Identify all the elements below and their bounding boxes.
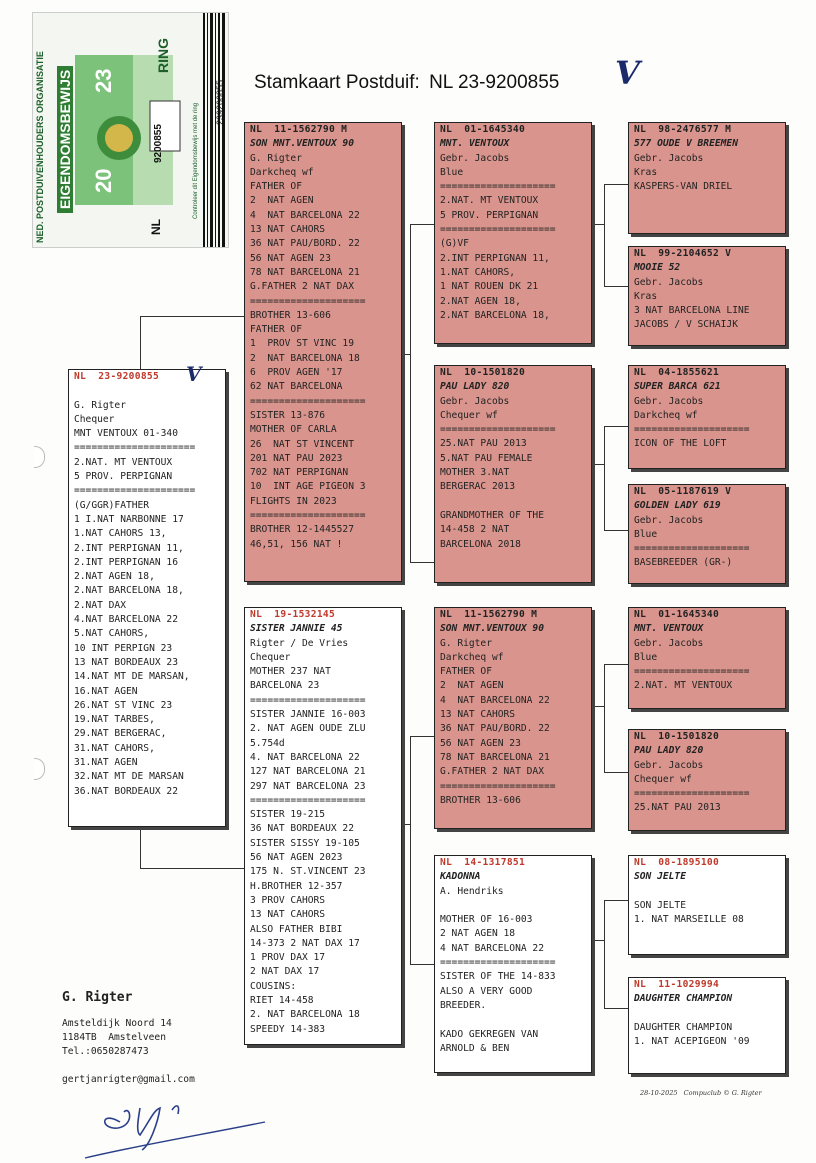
certificate-note: Controleer dit Eigendomsbewijs met de ring	[193, 102, 199, 219]
card-line: Gebr. Jacobs	[634, 152, 704, 164]
ffm-ring: NL 99-2104652 V	[634, 248, 732, 259]
card-line: 36 NAT PAU/BORD. 22	[250, 238, 360, 250]
card-line: 6 PROV AGEN '17	[250, 367, 343, 379]
mf-ring: NL 11-1562790 M	[440, 609, 538, 620]
card-line: 36 NAT PAU/BORD. 22	[440, 723, 550, 735]
card-line: 56 NAT AGEN 2023	[250, 852, 343, 864]
card-line: ARNOLD & BEN	[440, 1042, 510, 1054]
paternal-grandmother-card	[434, 365, 592, 583]
punch-hole	[34, 758, 45, 780]
card-line: BROTHER 12-1445527	[250, 524, 354, 536]
card-line: 2.INT PERPIGNAN 11,	[74, 542, 184, 554]
title-label: Stamkaart Postduif:	[254, 72, 420, 93]
card-line: SISTER 13-876	[250, 409, 326, 421]
card-line: 25.NAT PAU 2013	[440, 438, 527, 450]
card-line: ====================	[250, 295, 366, 307]
card-line: ====================	[634, 666, 750, 678]
owner-address-line1: Amsteldijk Noord 14	[62, 1018, 172, 1029]
card-line: Kras	[634, 290, 658, 302]
card-line: Gebr. Jacobs	[634, 759, 704, 771]
card-line: ====================	[250, 794, 366, 806]
card-line: 13 NAT CAHORS	[440, 709, 516, 721]
card-line: ====================	[634, 543, 750, 555]
father-card	[244, 122, 402, 582]
pigeon-ring: NL 23-9200855	[74, 371, 160, 382]
card-line: 14.NAT MT DE MARSAN,	[74, 671, 190, 683]
card-line: 2. NAT BARCELONA 18	[250, 1009, 360, 1021]
card-line: 3 NAT BARCELONA LINE	[634, 305, 750, 317]
card-line	[629, 885, 785, 899]
card-line: 26 NAT ST VINCENT	[250, 438, 354, 450]
pigeon-card	[68, 369, 226, 827]
card-line: 2.NAT DAX	[74, 599, 126, 611]
card-line: Chequer wf	[634, 773, 692, 785]
card-line	[435, 1013, 591, 1027]
card-line: FATHER OF	[250, 181, 302, 193]
card-line: 5.NAT CAHORS,	[74, 628, 150, 640]
card-line: ICON OF THE LOFT	[634, 438, 727, 450]
card-line: ====================	[440, 424, 556, 436]
card-line: 4 NAT BARCELONA 22	[440, 694, 550, 706]
card-line: 2.NAT AGEN 18,	[440, 295, 521, 307]
country-code: NL	[149, 219, 163, 235]
ff-ring: NL 01-1645340	[440, 124, 526, 135]
card-line: G. Rigter	[250, 152, 302, 164]
card-line: 25.NAT PAU 2013	[634, 802, 721, 814]
card-line: 2.NAT. MT VENTOUX	[74, 456, 173, 468]
ggp-fmf-card	[628, 365, 786, 469]
card-line: 2 NAT DAX 17	[250, 966, 320, 978]
card-line: ====================	[440, 780, 556, 792]
ggp-mff-card	[628, 607, 786, 709]
card-line: KASPERS-VAN DRIEL	[634, 181, 733, 193]
card-line: 13 NAT CAHORS	[250, 224, 326, 236]
card-line: ALSO A VERY GOOD	[440, 985, 533, 997]
fm-ring: NL 10-1501820	[440, 367, 526, 378]
mfm-name: PAU LADY 820	[634, 745, 704, 757]
card-line: ====================	[440, 224, 556, 236]
card-line: 19.NAT TARBES,	[74, 714, 155, 726]
card-line: Darkcheq wf	[634, 409, 698, 421]
card-line: COUSINS:	[250, 980, 297, 992]
card-line: 46,51, 156 NAT !	[250, 538, 343, 550]
card-line: Gebr. Jacobs	[634, 276, 704, 288]
mff-name: MNT. VENTOUX	[634, 623, 704, 635]
card-line: 5 PROV. PERPIGNAN	[440, 209, 539, 221]
fmm-ring: NL 05-1187619 V	[634, 486, 732, 497]
card-line: Darkcheq wf	[250, 166, 314, 178]
card-line: 2.NAT BARCELONA 18,	[74, 585, 184, 597]
card-line: Gebr. Jacobs	[440, 152, 510, 164]
maternal-grandfather-card	[434, 607, 592, 829]
ownership-certificate-card	[32, 12, 229, 248]
card-line: H.BROTHER 12-357	[250, 880, 343, 892]
mmm-ring: NL 11-1029994	[634, 979, 720, 990]
card-line: G.FATHER 2 NAT DAX	[440, 766, 544, 778]
father-ring: NL 11-1562790 M	[250, 124, 348, 135]
card-line: =====================	[74, 485, 196, 497]
fmf-name: SUPER BARCA 621	[634, 381, 721, 393]
card-line: 2 NAT AGEN 18	[440, 928, 516, 940]
card-line: Blue	[440, 166, 464, 178]
card-line: 2 NAT AGEN	[250, 195, 314, 207]
card-line: ====================	[634, 788, 750, 800]
fm-name: PAU LADY 820	[440, 381, 510, 393]
card-line: 5.754d	[250, 737, 285, 749]
ggp-fmm-card	[628, 484, 786, 584]
card-line: 16.NAT AGEN	[74, 685, 138, 697]
card-line: MOTHER 3.NAT	[440, 467, 510, 479]
mother-name: SISTER JANNIE 45	[250, 623, 343, 635]
card-line: ====================	[250, 395, 366, 407]
card-line: KADO GEKREGEN VAN	[440, 1028, 539, 1040]
card-line: RIET 14-458	[250, 995, 314, 1007]
card-line: 4.NAT BARCELONA 22	[74, 614, 178, 626]
owner-name: G. Rigter	[62, 990, 133, 1005]
ring-number: 9200855	[153, 124, 164, 163]
card-line: ====================	[440, 957, 556, 969]
card-line: 1 PROV DAX 17	[250, 952, 326, 964]
card-line: BROTHER 13-606	[250, 309, 331, 321]
card-line: Blue	[634, 651, 658, 663]
card-line: ALSO FATHER BIBI	[250, 923, 343, 935]
card-line: 32.NAT MT DE MARSAN	[74, 771, 184, 783]
card-line: FLIGHTS IN 2023	[250, 495, 337, 507]
card-line: 1.NAT CAHORS,	[440, 266, 516, 278]
card-line: 1 I.NAT NARBONNE 17	[74, 513, 184, 525]
card-line: 5 PROV. PERPIGNAN	[74, 471, 173, 483]
card-line: 2.NAT. MT VENTOUX	[440, 195, 539, 207]
card-line: SISTER JANNIE 16-003	[250, 709, 366, 721]
card-line: Gebr. Jacobs	[634, 395, 704, 407]
paternal-grandfather-card	[434, 122, 592, 344]
card-line: 2. NAT AGEN OUDE ZLU	[250, 723, 366, 735]
card-line: G.FATHER 2 NAT DAX	[250, 281, 354, 293]
card-line: Gebr. Jacobs	[634, 637, 704, 649]
card-line: 3 PROV CAHORS	[250, 894, 326, 906]
card-line: 127 NAT BARCELONA 21	[250, 766, 366, 778]
card-line: 56 NAT AGEN 23	[250, 252, 331, 264]
card-line: 56 NAT AGEN 23	[440, 737, 521, 749]
card-line: 62 NAT BARCELONA	[250, 381, 343, 393]
owner-info	[62, 990, 195, 1087]
maternal-grandmother-card	[434, 855, 592, 1073]
card-line: BARCELONA 2018	[440, 538, 521, 550]
page-title	[250, 72, 559, 94]
card-line	[629, 1007, 785, 1021]
card-line: =====================	[74, 442, 196, 454]
card-line: 14-373 2 NAT DAX 17	[250, 937, 360, 949]
card-line	[435, 899, 591, 913]
card-line	[435, 495, 591, 509]
mff-ring: NL 01-1645340	[634, 609, 720, 620]
card-line: SON JELTE	[634, 899, 686, 911]
card-line: G. Rigter	[74, 399, 126, 411]
card-line: Chequer	[74, 413, 115, 425]
card-line: (G/GGR)FATHER	[74, 499, 150, 511]
card-line: 36.NAT BORDEAUX 22	[74, 785, 178, 797]
card-line: 1 NAT ROUEN DK 21	[440, 281, 539, 293]
card-line: BREEDER.	[440, 999, 487, 1011]
card-line: 10 INT PERPIGN 23	[74, 642, 173, 654]
card-line: Gebr. Jacobs	[440, 395, 510, 407]
card-line: SISTER 19-215	[250, 809, 326, 821]
card-line: 78 NAT BARCELONA 21	[440, 751, 550, 763]
card-line: 2 NAT AGEN	[440, 680, 504, 692]
card-line: FATHER OF	[250, 324, 302, 336]
ggp-mfm-card	[628, 729, 786, 831]
card-line: Chequer	[250, 651, 291, 663]
card-line: 31.NAT CAHORS,	[74, 742, 155, 754]
card-line: 1. NAT MARSEILLE 08	[634, 914, 744, 926]
card-line	[69, 384, 225, 398]
mother-ring: NL 19-1532145	[250, 609, 336, 620]
card-line: 2 NAT BARCELONA 18	[250, 352, 360, 364]
card-line: BARCELONA 23	[250, 680, 320, 692]
card-line: FATHER OF	[440, 666, 492, 678]
fff-ring: NL 98-2476577 M	[634, 124, 732, 135]
ggp-fff-card	[628, 122, 786, 234]
owner-email: gertjanrigter@gmail.com	[62, 1074, 195, 1085]
card-line: 13 NAT CAHORS	[250, 909, 326, 921]
card-line: Rigter / De Vries	[250, 637, 349, 649]
card-line: 702 NAT PERPIGNAN	[250, 467, 349, 479]
footer-credit: 28-10-2025 Compuclub © G. Rigter	[640, 1089, 762, 1097]
card-line: 4. NAT BARCELONA 22	[250, 751, 360, 763]
barcode-number: 239200855	[215, 79, 225, 125]
card-line: MOTHER 237 NAT	[250, 666, 331, 678]
ggp-ffm-card	[628, 246, 786, 346]
mfm-ring: NL 10-1501820	[634, 731, 720, 742]
card-line: 31.NAT AGEN	[74, 757, 138, 769]
card-line: 1.NAT CAHORS 13,	[74, 528, 167, 540]
card-line: 2.NAT BARCELONA 18,	[440, 309, 550, 321]
card-line: DAUGHTER CHAMPION	[634, 1021, 733, 1033]
card-line: ====================	[250, 510, 366, 522]
card-line: A. Hendriks	[440, 885, 504, 897]
card-line: Gebr. Jacobs	[634, 514, 704, 526]
year-prefix: 20	[91, 168, 116, 193]
owner-address-line2: 1184TB Amstelveen	[62, 1032, 166, 1043]
card-line: ====================	[250, 694, 366, 706]
card-line: 5.NAT PAU FEMALE	[440, 452, 533, 464]
card-line: 297 NAT BARCELONA 23	[250, 780, 366, 792]
mm-name: KADONNA	[440, 871, 481, 883]
mmf-name: SON JELTE	[634, 871, 686, 883]
card-line: 36 NAT BORDEAUX 22	[250, 823, 354, 835]
card-line: 4 NAT BARCELONA 22	[250, 209, 360, 221]
card-line: 29.NAT BERGERAC,	[74, 728, 167, 740]
mmm-name: DAUGHTER CHAMPION	[634, 993, 733, 1005]
ff-name: MNT. VENTOUX	[440, 138, 510, 150]
card-line: MOTHER OF CARLA	[250, 424, 337, 436]
owner-phone: Tel.:0650287473	[62, 1046, 149, 1057]
card-line: BROTHER 13-606	[440, 794, 521, 806]
card-line: 201 NAT PAU 2023	[250, 452, 343, 464]
card-line: ====================	[634, 424, 750, 436]
card-line: 2.INT PERPIGNAN 16	[74, 556, 178, 568]
card-line: BERGERAC 2013	[440, 481, 516, 493]
card-line: Blue	[634, 528, 658, 540]
punch-hole	[34, 446, 45, 468]
certificate-title: EIGENDOMSBEWIJS	[57, 66, 73, 213]
card-line: 2.INT PERPIGNAN 11,	[440, 252, 550, 264]
card-line: 2.NAT AGEN 18,	[74, 571, 155, 583]
card-line: Chequer wf	[440, 409, 498, 421]
card-line: 1. NAT ACEPIGEON '09	[634, 1036, 750, 1048]
title-ring: NL 23-9200855	[429, 72, 560, 93]
father-name: SON MNT.VENTOUX 90	[250, 138, 354, 150]
fmm-name: GOLDEN LADY 619	[634, 500, 721, 512]
mother-card	[244, 607, 402, 1045]
fmf-ring: NL 04-1855621	[634, 367, 720, 378]
card-line: BASEBREEDER (GR-)	[634, 557, 733, 569]
card-line: SISTER OF THE 14-833	[440, 971, 556, 983]
org-name: NED. POSTDUIVENHOUDERS ORGANISATIE	[35, 51, 45, 243]
card-line: 4 NAT BARCELONA 22	[440, 942, 544, 954]
fff-name: 577 OUDE V BREEMEN	[634, 138, 738, 150]
pigeon-check-mark: V	[186, 362, 202, 386]
card-line: 175 N. ST.VINCENT 23	[250, 866, 366, 878]
card-line: SISTER SISSY 19-105	[250, 837, 360, 849]
card-line: Kras	[634, 166, 658, 178]
ffm-name: MOOIE 52	[634, 262, 681, 274]
card-line: (G)VF	[440, 238, 469, 250]
mm-ring: NL 14-1317851	[440, 857, 526, 868]
card-line: 1 PROV ST VINC 19	[250, 338, 354, 350]
card-line: MOTHER OF 16-003	[440, 914, 533, 926]
card-line: 10 INT AGE PIGEON 3	[250, 481, 366, 493]
ring-word: RING	[155, 38, 171, 73]
card-line: Darkcheq wf	[440, 651, 504, 663]
ggp-mmf-card	[628, 855, 786, 955]
card-line: 2.NAT. MT VENTOUX	[634, 680, 733, 692]
ggp-mmm-card	[628, 977, 786, 1074]
mf-name: SON MNT.VENTOUX 90	[440, 623, 544, 635]
card-line: ====================	[440, 181, 556, 193]
card-line: 14-458 2 NAT	[440, 524, 510, 536]
card-line: JACOBS / V SCHAIJK	[634, 319, 738, 331]
card-line: G. Rigter	[440, 637, 492, 649]
card-line: GRANDMOTHER OF THE	[440, 509, 544, 521]
mmf-ring: NL 08-1895100	[634, 857, 720, 868]
card-line: 26.NAT ST VINC 23	[74, 699, 173, 711]
title-check-mark: V	[615, 54, 640, 92]
card-line: MNT VENTOUX 01-340	[74, 428, 178, 440]
year-suffix: 23	[91, 68, 116, 93]
card-line: 13 NAT BORDEAUX 23	[74, 656, 178, 668]
handwritten-signature	[80, 1090, 270, 1160]
card-line: SPEEDY 14-383	[250, 1023, 326, 1035]
card-line: 78 NAT BARCELONA 21	[250, 266, 360, 278]
